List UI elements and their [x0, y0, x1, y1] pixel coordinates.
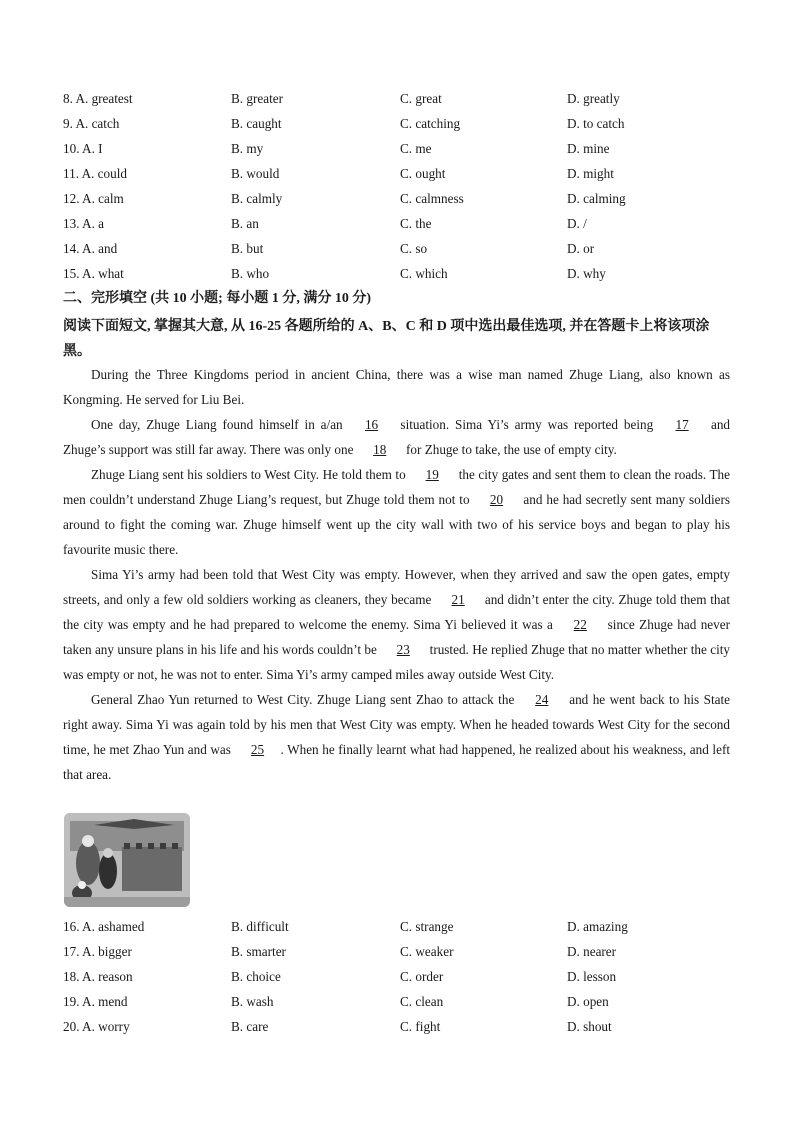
option-d: D. lesson — [567, 969, 617, 984]
option-a: 10. A. I — [63, 141, 103, 156]
cloze-passage — [63, 362, 730, 787]
option-b: B. difficult — [231, 919, 289, 934]
option-c: C. order — [400, 969, 444, 984]
options-q16 — [63, 917, 743, 937]
option-c: C. great — [400, 91, 442, 106]
option-c: C. strange — [400, 919, 454, 934]
blank-17: 17 — [675, 417, 689, 432]
option-b: B. who — [231, 266, 270, 281]
blank-22: 22 — [573, 617, 587, 632]
paragraph-3 — [63, 462, 730, 562]
option-d: D. or — [567, 241, 595, 256]
options-q14 — [63, 239, 743, 259]
options-q18 — [63, 967, 743, 987]
option-c: C. which — [400, 266, 448, 281]
option-c: C. calmness — [400, 191, 464, 206]
option-a: 9. A. catch — [63, 116, 120, 131]
option-d: D. might — [567, 166, 614, 181]
option-d: D. shout — [567, 1019, 612, 1034]
option-a: 12. A. calm — [63, 191, 124, 206]
option-d: D. amazing — [567, 919, 628, 934]
text: General Zhao Yun returned to West City. Zhuge Liang sent Zhao to attack the — [91, 692, 519, 707]
options-q19 — [63, 992, 743, 1012]
text: and didn’t enter the city. Zhuge told them that the city was empty and he had prepared to welcome the enemy. Sima Yi believed it was a — [63, 592, 730, 632]
option-c: C. clean — [400, 994, 444, 1009]
option-b: B. calmly — [231, 191, 283, 206]
section-instructions: 阅读下面短文, 掌握其大意, 从 16-25 各题所给的 A、B、C 和 D 项中选出最佳选项, 并在答题卡上将该项涂黑。 — [63, 319, 710, 359]
options-q15 — [63, 264, 743, 284]
option-b: B. would — [231, 166, 280, 181]
text: Zhuge Liang sent his soldiers to West City. He told them to — [91, 467, 410, 482]
option-b: B. smarter — [231, 944, 286, 959]
option-d: D. greatly — [567, 91, 620, 106]
options-q10 — [63, 139, 743, 159]
option-c: C. fight — [400, 1019, 441, 1034]
text: and he had secretly sent many soldiers around to fight the coming war. Zhuge himself went up the city wall with two of his service boys and began to play his favourite music there. — [63, 492, 730, 557]
paragraph-1: During the Three Kingdoms period in ancient China, there was a wise man named Zhuge Liang, also known as Kongming. He served for Liu Bei. — [63, 367, 730, 407]
text: Sima Yi’s army had been told that West City was empty. However, when they arrived and saw the open gates, empty streets, and only a few old soldiers working as cleaners, they became — [63, 567, 730, 607]
option-d: D. mine — [567, 141, 610, 156]
text: for Zhuge to take, the use of empty city. — [402, 442, 617, 457]
options-q9 — [63, 114, 743, 134]
option-b: B. wash — [231, 994, 274, 1009]
option-a: 16. A. ashamed — [63, 919, 145, 934]
option-c: C. so — [400, 241, 428, 256]
options-q11 — [63, 164, 743, 184]
option-b: B. greater — [231, 91, 283, 106]
options-q13 — [63, 214, 743, 234]
illustration-image — [64, 813, 190, 907]
option-c: C. me — [400, 141, 432, 156]
options-q20 — [63, 1017, 743, 1037]
options-q8 — [63, 89, 743, 109]
blank-19: 19 — [425, 467, 439, 482]
option-b: B. choice — [231, 969, 281, 984]
blank-18: 18 — [373, 442, 387, 457]
option-d: D. why — [567, 266, 606, 281]
option-a: 13. A. a — [63, 216, 105, 231]
section-title: 二、完形填空 (共 10 小题; 每小题 1 分, 满分 10 分) — [63, 291, 371, 306]
option-a: 19. A. mend — [63, 994, 128, 1009]
option-a: 17. A. bigger — [63, 944, 132, 959]
option-a: 20. A. worry — [63, 1019, 130, 1034]
paragraph-5 — [63, 687, 730, 787]
blank-25: 25 — [250, 742, 265, 757]
option-b: B. my — [231, 141, 264, 156]
text: the city gates and sent them to clean the roads. The men couldn’t understand Zhuge Liang’s request, but Zhuge told them not to — [63, 467, 731, 507]
text: One day, Zhuge Liang found himself in a/an — [91, 417, 349, 432]
option-d: D. nearer — [567, 944, 617, 959]
blank-21: 21 — [451, 592, 465, 607]
city-wall-illustration — [64, 813, 190, 907]
option-c: C. weaker — [400, 944, 454, 959]
option-a: 15. A. what — [63, 266, 124, 281]
option-d: D. open — [567, 994, 609, 1009]
option-c: C. the — [400, 216, 432, 231]
options-q17 — [63, 942, 743, 962]
text: trusted. He replied Zhuge that no matter whether the city was empty or not, he was not to enter. Sima Yi’s army camped miles away outside West City. — [63, 642, 730, 682]
blank-20: 20 — [489, 492, 504, 507]
blank-16: 16 — [364, 417, 379, 432]
option-d: D. / — [567, 216, 587, 231]
option-a: 11. A. could — [63, 166, 127, 181]
text: since Zhuge had never taken any unsure plans in his life and his words couldn’t be — [63, 617, 730, 657]
text: situation. Sima Yi’s army was reported being — [394, 417, 660, 432]
option-d: D. calming — [567, 191, 626, 206]
text: . When he finally learnt what had happened, he realized about his weakness, and left that area. — [63, 742, 730, 782]
option-a: 18. A. reason — [63, 969, 133, 984]
option-b: B. care — [231, 1019, 269, 1034]
paragraph-2 — [63, 412, 730, 462]
options-q12 — [63, 189, 743, 209]
blank-24: 24 — [535, 692, 549, 707]
option-a: 14. A. and — [63, 241, 118, 256]
paragraph-4 — [63, 562, 730, 687]
text: and Zhuge’s support was still far away. There was only one — [63, 417, 731, 457]
blank-23: 23 — [396, 642, 410, 657]
option-c: C. catching — [400, 116, 461, 131]
option-d: D. to catch — [567, 116, 625, 131]
option-b: B. an — [231, 216, 259, 231]
option-b: B. caught — [231, 116, 282, 131]
option-c: C. ought — [400, 166, 446, 181]
option-b: B. but — [231, 241, 264, 256]
text: and he went back to his State right away. Sima Yi was again told by his men that West City was empty. When he headed towards West City for the second time, he met Zhao Yun and was — [63, 692, 730, 757]
option-a: 8. A. greatest — [63, 91, 133, 106]
